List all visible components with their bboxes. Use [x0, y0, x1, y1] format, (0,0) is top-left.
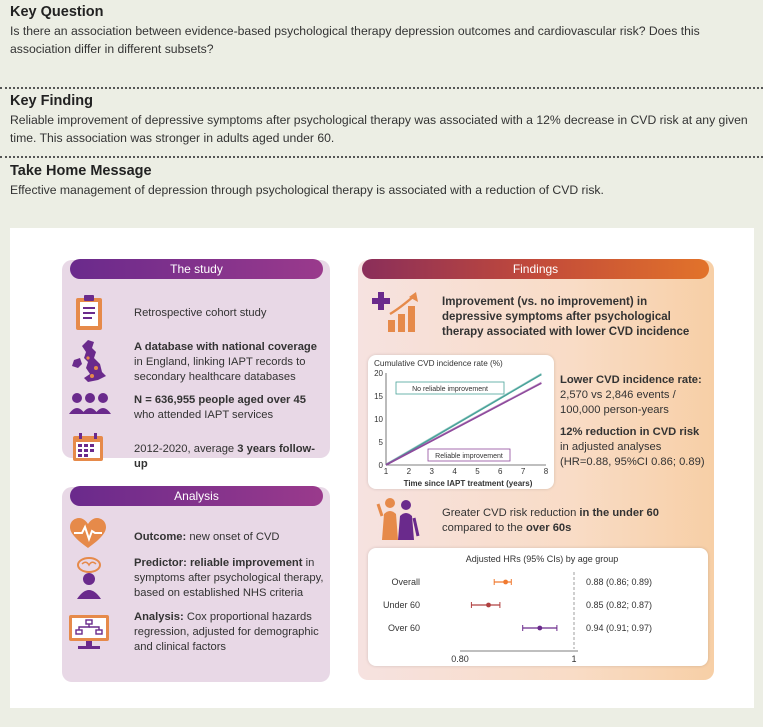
x-axis-label: Time since IAPT treatment (years)	[403, 479, 533, 488]
key-question-heading: Key Question	[10, 4, 104, 20]
x-tick-label: 5	[475, 467, 480, 476]
key-question-text: Is there an association between evidence-based psychological therapy depression outcomes and cardiovascular risk? Does this association differ in different subsets?	[10, 24, 700, 56]
divider	[0, 156, 763, 158]
heart-icon	[70, 518, 106, 550]
legend-label-no-improvement: No reliable improvement	[412, 386, 488, 393]
study-title: The study	[70, 259, 323, 279]
key-question-block	[10, 4, 755, 58]
take-home-heading: Take Home Message	[10, 163, 152, 179]
y-tick-label: 0	[378, 461, 383, 470]
uk-map-icon	[68, 338, 112, 384]
y-tick-label: 5	[378, 438, 383, 447]
age-group-people-icon	[376, 496, 420, 542]
findings-rate: Lower CVD incidence rate: 2,570 vs 2,846 events / 100,000 person-years	[560, 374, 702, 416]
findings-age-text: Greater CVD risk reduction in the under 60 compared to the over 60s	[442, 507, 659, 534]
key-finding-block	[10, 93, 755, 147]
people-icon	[68, 392, 112, 416]
forest-plot	[368, 548, 708, 666]
clipboard-icon	[72, 294, 108, 332]
findings-reduction: 12% reduction in CVD risk in adjusted analyses (HR=0.88, 95%CI 0.86; 0.89)	[560, 426, 705, 468]
x-tick-label: 2	[406, 467, 412, 476]
forest-point	[486, 603, 491, 608]
forest-point	[503, 580, 508, 585]
y-tick-label: 15	[374, 392, 383, 401]
incidence-chart	[368, 355, 554, 489]
legend-label-improvement: Reliable improvement	[435, 453, 503, 460]
forest-tick-label: 0.80	[451, 654, 469, 664]
x-tick-label: 6	[498, 467, 503, 476]
improvement-chart-icon	[372, 290, 422, 334]
findings-title: Findings	[362, 259, 709, 279]
key-finding-text: Reliable improvement of depressive symptoms after psychological therapy was associated with a 12% decrease in CVD risk at any given time. This association was stronger in adults aged under 60.	[10, 113, 748, 145]
x-tick-label: 8	[543, 467, 549, 476]
monitor-icon	[68, 614, 110, 650]
forest-value-label: 0.85 (0.82; 0.87)	[586, 600, 653, 610]
y-tick-label: 20	[374, 369, 383, 378]
analysis-item-2: Predictor: reliable improvement in symptoms after psychological therapy, based on established NHS criteria	[134, 557, 324, 599]
x-tick-label: 4	[452, 467, 457, 476]
divider	[0, 87, 763, 89]
analysis-title: Analysis	[70, 486, 323, 506]
study-item-4: 2012-2020, average 3 years follow-up	[134, 443, 315, 470]
y-tick-label: 10	[374, 415, 383, 424]
study-item-2: A database with national coverage in England, linking IAPT records to secondary healthcare databases	[134, 341, 317, 383]
key-finding-heading: Key Finding	[10, 93, 93, 109]
forest-value-label: 0.94 (0.91; 0.97)	[586, 623, 653, 633]
forest-row-label: Over 60	[387, 623, 420, 633]
brain-person-icon	[72, 557, 106, 599]
findings-improvement-text: Improvement (vs. no improvement) in depressive symptoms after psychological therapy associated with lower CVD incidence	[442, 296, 690, 338]
x-tick-label: 3	[429, 467, 434, 476]
study-item-3: N = 636,955 people aged over 45 who attended IAPT services	[134, 394, 306, 421]
study-item-1: Retrospective cohort study	[134, 307, 267, 319]
forest-tick-label: 1	[571, 654, 577, 664]
take-home-text: Effective management of depression through psychological therapy is associated with a reduction of CVD risk.	[10, 183, 604, 197]
chart-title: Cumulative CVD incidence rate (%)	[374, 359, 503, 368]
forest-row-label: Under 60	[382, 600, 420, 610]
analysis-item-1: Outcome: new onset of CVD	[134, 531, 280, 543]
x-tick-label: 7	[520, 467, 526, 476]
forest-row-label: Overall	[391, 577, 420, 587]
x-tick-label: 1	[383, 467, 389, 476]
forest-value-label: 0.88 (0.86; 0.89)	[586, 577, 653, 587]
analysis-item-3: Analysis: Cox proportional hazards regression, adjusted for demographic and clinical factors	[134, 611, 319, 653]
take-home-block	[10, 163, 755, 199]
forest-point	[537, 626, 542, 631]
calendar-icon	[72, 432, 104, 462]
forest-plot-title: Adjusted HRs (95% CIs) by age group	[465, 554, 619, 564]
